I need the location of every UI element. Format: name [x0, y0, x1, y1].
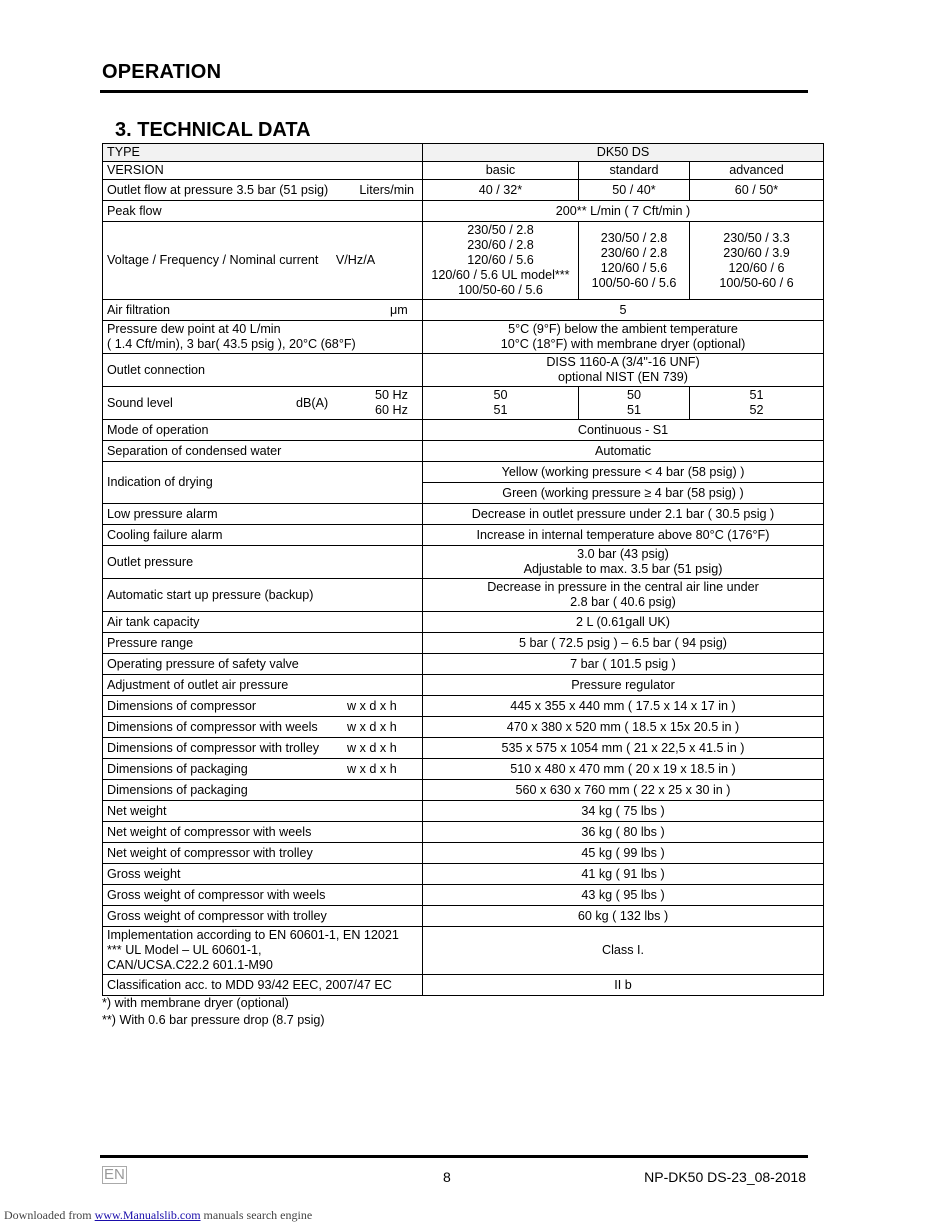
cell-label: TYPE: [103, 144, 423, 162]
voltage-basic-line: 120/60 / 5.6 UL model***: [431, 268, 570, 282]
table-row: [103, 354, 824, 387]
table-row: [103, 162, 824, 180]
outlet-connection-line: optional NIST (EN 739): [558, 370, 688, 384]
cell-label: [103, 387, 423, 420]
implementation-line: CAN/UCSA.C22.2 601.1-M90: [107, 958, 273, 972]
cell-value: [690, 222, 824, 300]
cell-value: [423, 579, 824, 612]
cell-label: Separation of condensed water: [103, 441, 423, 462]
sound-level-label: Sound level: [107, 395, 173, 410]
table-row: [103, 420, 824, 441]
download-suffix: manuals search engine: [200, 1208, 313, 1222]
version-basic: basic: [423, 162, 579, 180]
cell-value: Automatic: [423, 441, 824, 462]
cell-value: 45 kg ( 99 lbs ): [423, 843, 824, 864]
cell-value: 560 x 630 x 760 mm ( 22 x 25 x 30 in ): [423, 780, 824, 801]
dims-label: Dimensions of compressor with trolley: [107, 740, 320, 755]
table-row: [103, 525, 824, 546]
table-row: [103, 300, 824, 321]
sound-hz-50: 50 Hz: [375, 388, 408, 402]
table-row: [103, 780, 824, 801]
table-row: [103, 717, 824, 738]
dew-point-label-line: Pressure dew point at 40 L/min: [107, 322, 281, 336]
table-row: [103, 738, 824, 759]
table-row: [103, 462, 824, 483]
cell-value: Continuous - S1: [423, 420, 824, 441]
cell-value: 5 bar ( 72.5 psig ) – 6.5 bar ( 94 psig): [423, 633, 824, 654]
cell-value: 445 x 355 x 440 mm ( 17.5 x 14 x 17 in ): [423, 696, 824, 717]
cell-value: Yellow (working pressure < 4 bar (58 psig) ): [423, 462, 824, 483]
cell-label: VERSION: [103, 162, 423, 180]
cell-label: Peak flow: [103, 201, 423, 222]
voltage-standard-line: 100/50-60 / 5.6: [591, 275, 677, 290]
voltage-advanced-line: 100/50-60 / 6: [719, 275, 794, 290]
table-row: [103, 579, 824, 612]
section-title: 3. TECHNICAL DATA: [115, 119, 311, 141]
table-row: [103, 546, 824, 579]
cell-label: Low pressure alarm: [103, 504, 423, 525]
cell-label: Net weight of compressor with weels: [103, 822, 423, 843]
table-row: [103, 201, 824, 222]
cell-value: 43 kg ( 95 lbs ): [423, 885, 824, 906]
cell-label: [103, 927, 423, 975]
footer-divider: [100, 1155, 808, 1158]
language-badge: EN: [104, 1166, 125, 1183]
dims-unit: w x d x h: [347, 740, 397, 755]
voltage-advanced-line: 120/60 / 6: [728, 260, 785, 275]
download-note: [4, 1208, 312, 1223]
technical-data-table: [102, 143, 824, 996]
cell-label: Net weight: [103, 801, 423, 822]
dims-label: Dimensions of packaging: [107, 782, 248, 797]
cell-label: Automatic start up pressure (backup): [103, 579, 423, 612]
cell-value: 41 kg ( 91 lbs ): [423, 864, 824, 885]
table-row: [103, 975, 824, 996]
outlet-flow-unit: Liters/min: [359, 182, 414, 197]
cell-value: 7 bar ( 101.5 psig ): [423, 654, 824, 675]
table-row: [103, 906, 824, 927]
dew-point-value-line: 10°C (18°F) with membrane dryer (optional): [500, 337, 746, 351]
download-prefix: Downloaded from: [4, 1208, 95, 1222]
cell-label: Operating pressure of safety valve: [103, 654, 423, 675]
cell-value: 60 kg ( 132 lbs ): [423, 906, 824, 927]
dew-point-value-line: 5°C (9°F) below the ambient temperature: [508, 322, 738, 336]
document-id: NP-DK50 DS-23_08-2018: [644, 1169, 806, 1185]
sound-basic: 51: [493, 403, 508, 417]
implementation-line: Implementation according to EN 60601-1, EN 12021: [107, 928, 399, 942]
table-row: [103, 504, 824, 525]
cell-label: Outlet connection: [103, 354, 423, 387]
table-row: [103, 321, 824, 354]
cell-label: Gross weight of compressor with trolley: [103, 906, 423, 927]
table-row: [103, 387, 824, 420]
voltage-advanced-line: 230/50 / 3.3: [723, 230, 790, 245]
table-row: [103, 801, 824, 822]
cell-label: Gross weight: [103, 864, 423, 885]
cell-value: Class I.: [423, 927, 824, 975]
table-row: [103, 144, 824, 162]
voltage-basic-line: 100/50-60 / 5.6: [458, 283, 543, 297]
cell-value: [579, 387, 690, 420]
table-row: [103, 843, 824, 864]
air-filtration-unit: μm: [390, 302, 408, 317]
dew-point-label-line: ( 1.4 Cft/min), 3 bar( 43.5 psig ), 20°C (68°F): [107, 337, 356, 351]
version-standard: standard: [579, 162, 690, 180]
cell-label: Adjustment of outlet air pressure: [103, 675, 423, 696]
cell-label: Pressure range: [103, 633, 423, 654]
table-row: [103, 885, 824, 906]
cell-value: 535 x 575 x 1054 mm ( 21 x 22,5 x 41.5 in ): [423, 738, 824, 759]
cell-label: [103, 738, 423, 759]
cell-value: 5: [423, 300, 824, 321]
dims-unit: w x d x h: [347, 761, 397, 776]
cell-label: [103, 780, 423, 801]
cell-label: [103, 300, 423, 321]
dims-label: Dimensions of compressor with weels: [107, 719, 318, 734]
cell-value: Pressure regulator: [423, 675, 824, 696]
cell-value: 40 / 32*: [423, 180, 579, 201]
voltage-standard-line: 230/60 / 2.8: [600, 245, 668, 260]
implementation-line: *** UL Model – UL 60601-1,: [107, 943, 262, 957]
cell-value: 60 / 50*: [690, 180, 824, 201]
cell-label: [103, 321, 423, 354]
sound-level-unit: dB(A): [296, 395, 329, 410]
voltage-basic-line: 230/50 / 2.8: [467, 223, 534, 237]
table-row: [103, 864, 824, 885]
table-row: [103, 222, 824, 300]
sound-hz-60: 60 Hz: [375, 403, 408, 417]
cell-value: 2 L (0.61gall UK): [423, 612, 824, 633]
table-row: [103, 759, 824, 780]
outlet-pressure-line: Adjustable to max. 3.5 bar (51 psig): [523, 562, 723, 576]
cell-label: Classification acc. to MDD 93/42 EEC, 2007/47 EC: [103, 975, 423, 996]
table-row: [103, 612, 824, 633]
cell-label: [103, 717, 423, 738]
cell-value: 34 kg ( 75 lbs ): [423, 801, 824, 822]
cell-label: [103, 759, 423, 780]
sound-advanced: 51: [749, 388, 764, 402]
cell-value: Increase in internal temperature above 80°C (176°F): [423, 525, 824, 546]
cell-value: 470 x 380 x 520 mm ( 18.5 x 15x 20.5 in ): [423, 717, 824, 738]
page-header-title: OPERATION: [102, 61, 222, 83]
voltage-basic-line: 120/60 / 5.6: [467, 253, 534, 267]
sound-standard: 51: [626, 403, 641, 417]
cell-value: [423, 321, 824, 354]
cell-label: Net weight of compressor with trolley: [103, 843, 423, 864]
footnotes: [102, 995, 325, 1029]
cell-label: [103, 180, 423, 201]
page-number: 8: [443, 1169, 451, 1185]
version-advanced: advanced: [690, 162, 824, 180]
table-row: [103, 441, 824, 462]
sound-basic: 50: [493, 388, 508, 402]
cell-label: [103, 696, 423, 717]
cell-value: 50 / 40*: [579, 180, 690, 201]
cell-value: DK50 DS: [423, 144, 824, 162]
dims-unit: w x d x h: [347, 698, 397, 713]
header-divider: [100, 90, 808, 93]
cell-value: [423, 387, 579, 420]
cell-label: Air tank capacity: [103, 612, 423, 633]
cell-value: 200** L/min ( 7 Cft/min ): [423, 201, 824, 222]
cell-value: Green (working pressure ≥ 4 bar (58 psig) ): [423, 483, 824, 504]
outlet-connection-line: DISS 1160-A (3/4"-16 UNF): [546, 355, 700, 369]
dims-label: Dimensions of packaging: [107, 761, 248, 776]
cell-label: [103, 222, 423, 300]
voltage-standard-line: 230/50 / 2.8: [600, 230, 668, 245]
footnote-membrane: *) with membrane dryer (optional): [102, 996, 289, 1010]
table-row: [103, 675, 824, 696]
cell-label: Outlet pressure: [103, 546, 423, 579]
dims-unit: w x d x h: [347, 719, 397, 734]
table-row: [103, 696, 824, 717]
table-row: [103, 822, 824, 843]
table-row: [103, 654, 824, 675]
sound-standard: 50: [626, 388, 641, 402]
sound-advanced: 52: [749, 403, 764, 417]
cell-label: Mode of operation: [103, 420, 423, 441]
outlet-flow-label: Outlet flow at pressure 3.5 bar (51 psig): [107, 182, 329, 197]
cell-value: 36 kg ( 80 lbs ): [423, 822, 824, 843]
voltage-advanced-line: 230/60 / 3.9: [723, 245, 790, 260]
cell-value: [579, 222, 690, 300]
dims-label: Dimensions of compressor: [107, 698, 257, 713]
cell-value: [423, 354, 824, 387]
voltage-basic-line: 230/60 / 2.8: [467, 238, 534, 252]
footnote-pressure-drop: **) With 0.6 bar pressure drop (8.7 psig): [102, 1013, 325, 1027]
cell-value: [423, 546, 824, 579]
cell-value: [690, 387, 824, 420]
air-filtration-label: Air filtration: [107, 302, 170, 317]
cell-label: Gross weight of compressor with weels: [103, 885, 423, 906]
voltage-label: Voltage / Frequency / Nominal current: [107, 253, 319, 267]
table-row: [103, 180, 824, 201]
sound-level-hz: [375, 388, 408, 418]
start-up-line: Decrease in pressure in the central air line under: [487, 580, 759, 594]
cell-value: 510 x 480 x 470 mm ( 20 x 19 x 18.5 in ): [423, 759, 824, 780]
cell-value: Decrease in outlet pressure under 2.1 bar ( 30.5 psig ): [423, 504, 824, 525]
cell-value: II b: [423, 975, 824, 996]
start-up-line: 2.8 bar ( 40.6 psig): [570, 595, 676, 609]
manualslib-link[interactable]: www.Manualslib.com: [94, 1208, 201, 1222]
voltage-unit: V/Hz/A: [335, 253, 376, 267]
cell-label: Cooling failure alarm: [103, 525, 423, 546]
table-row: [103, 633, 824, 654]
outlet-pressure-line: 3.0 bar (43 psig): [577, 547, 669, 561]
cell-value: [423, 222, 579, 300]
cell-label: Indication of drying: [103, 462, 423, 504]
voltage-standard-line: 120/60 / 5.6: [600, 260, 668, 275]
table-row: [103, 927, 824, 975]
